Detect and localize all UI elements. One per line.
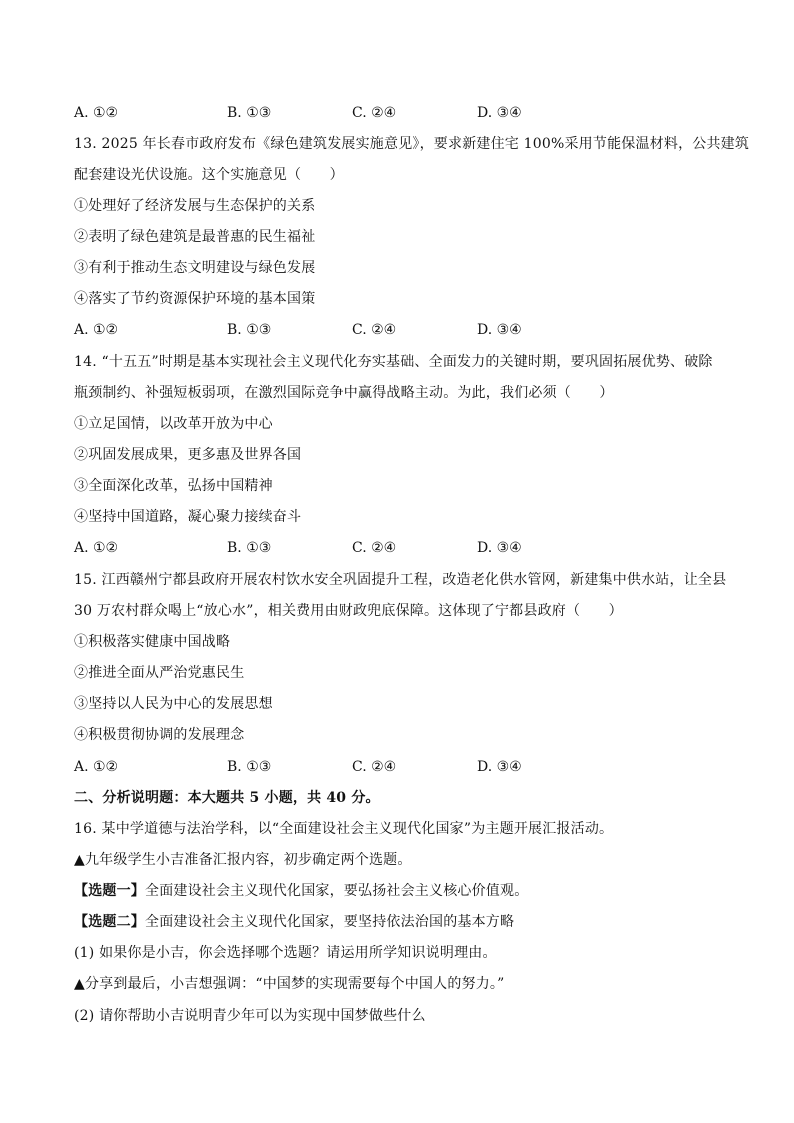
q15-stem-line2: 30 万农村群众喝上“放心水”，相关费用由财政兜底保障。这体现了宁都县政府（ ） <box>74 603 623 619</box>
q13-options <box>74 320 674 340</box>
q13-item-4: ④落实了节约资源保护环境的基本国策 <box>74 291 316 307</box>
q13-option-d: D. ③④ <box>477 322 522 338</box>
q12-option-b: B. ①③ <box>227 105 272 121</box>
q14-options <box>74 538 674 558</box>
q16-share: ▲分享到最后，小吉想强调：“中国梦的实现需要每个中国人的努力。” <box>74 976 505 992</box>
q15-stem-line1: 15. 江西赣州宁都县政府开展农村饮水安全巩固提升工程，改造老化供水管网，新建集中供水站，让全县 <box>74 572 727 588</box>
q12-option-a: A. ①② <box>74 105 119 121</box>
q14-option-b: B. ①③ <box>227 540 272 556</box>
q16-topic1 <box>74 881 528 901</box>
q12-option-c: C. ②④ <box>352 105 397 121</box>
q16-sub2: (2) 请你帮助小吉说明青少年可以为实现中国梦做些什么 <box>74 1008 426 1024</box>
section-heading: 二、分析说明题：本大题共 5 小题，共 40 分。 <box>74 790 380 806</box>
q14-item-3: ③全面深化改革，弘扬中国精神 <box>74 478 273 494</box>
q16-stem: 16. 某中学道德与法治学科，以“全面建设社会主义现代化国家”为主题开展汇报活动。 <box>74 821 614 837</box>
q14-item-1: ①立足国情，以改革开放为中心 <box>74 416 273 432</box>
q16-intro: ▲九年级学生小吉准备汇报内容，初步确定两个选题。 <box>74 852 412 868</box>
q15-item-3: ③坚持以人民为中心的发展思想 <box>74 696 273 712</box>
q14-option-c: C. ②④ <box>352 540 397 556</box>
q13-option-b: B. ①③ <box>227 322 272 338</box>
q16-topic2 <box>74 912 514 932</box>
q15-option-c: C. ②④ <box>352 759 397 775</box>
q16-topic2-text: 全面建设社会主义现代化国家，要坚持依法治国的基本方略 <box>145 914 515 930</box>
q14-stem-line2: 瓶颈制约、补强短板弱项，在激烈国际竞争中赢得战略主动。为此，我们必须（ ） <box>74 385 614 401</box>
q14-option-a: A. ①② <box>74 540 119 556</box>
q13-option-a: A. ①② <box>74 322 119 338</box>
q13-stem-line2: 配套建设光伏设施。这个实施意见（ ） <box>74 167 344 183</box>
q16-topic1-text: 全面建设社会主义现代化国家，要弘扬社会主义核心价值观。 <box>145 883 529 899</box>
q13-stem-line1: 13. 2025 年长春市政府发布《绿色建筑发展实施意见》，要求新建住宅 100%采用节能保温材料，公共建筑 <box>74 136 750 152</box>
q15-item-2: ②推进全面从严治党惠民生 <box>74 665 245 681</box>
q15-option-d: D. ③④ <box>477 759 522 775</box>
q16-sub1: (1) 如果你是小吉，你会选择哪个选题？请运用所学知识说明理由。 <box>74 945 497 961</box>
q14-stem-line1: 14. “十五五”时期是基本实现社会主义现代化夯实基础、全面发力的关键时期，要巩固拓展优势、破除 <box>74 354 713 370</box>
q12-options <box>74 103 674 123</box>
q13-item-3: ③有利于推动生态文明建设与绿色发展 <box>74 260 316 276</box>
q12-option-d: D. ③④ <box>477 105 522 121</box>
q16-topic2-tag: 【选题二】 <box>74 914 145 930</box>
q15-option-a: A. ①② <box>74 759 119 775</box>
q13-item-2: ②表明了绿色建筑是最普惠的民生福祉 <box>74 229 316 245</box>
q15-options <box>74 757 674 777</box>
q14-option-d: D. ③④ <box>477 540 522 556</box>
q15-option-b: B. ①③ <box>227 759 272 775</box>
q14-item-2: ②巩固发展成果，更多惠及世界各国 <box>74 447 302 463</box>
q13-option-c: C. ②④ <box>352 322 397 338</box>
q15-item-4: ④积极贯彻协调的发展理念 <box>74 727 245 743</box>
q15-item-1: ①积极落实健康中国战略 <box>74 634 231 650</box>
q13-item-1: ①处理好了经济发展与生态保护的关系 <box>74 198 316 214</box>
q14-item-4: ④坚持中国道路，凝心聚力接续奋斗 <box>74 509 302 525</box>
q16-topic1-tag: 【选题一】 <box>74 883 145 899</box>
